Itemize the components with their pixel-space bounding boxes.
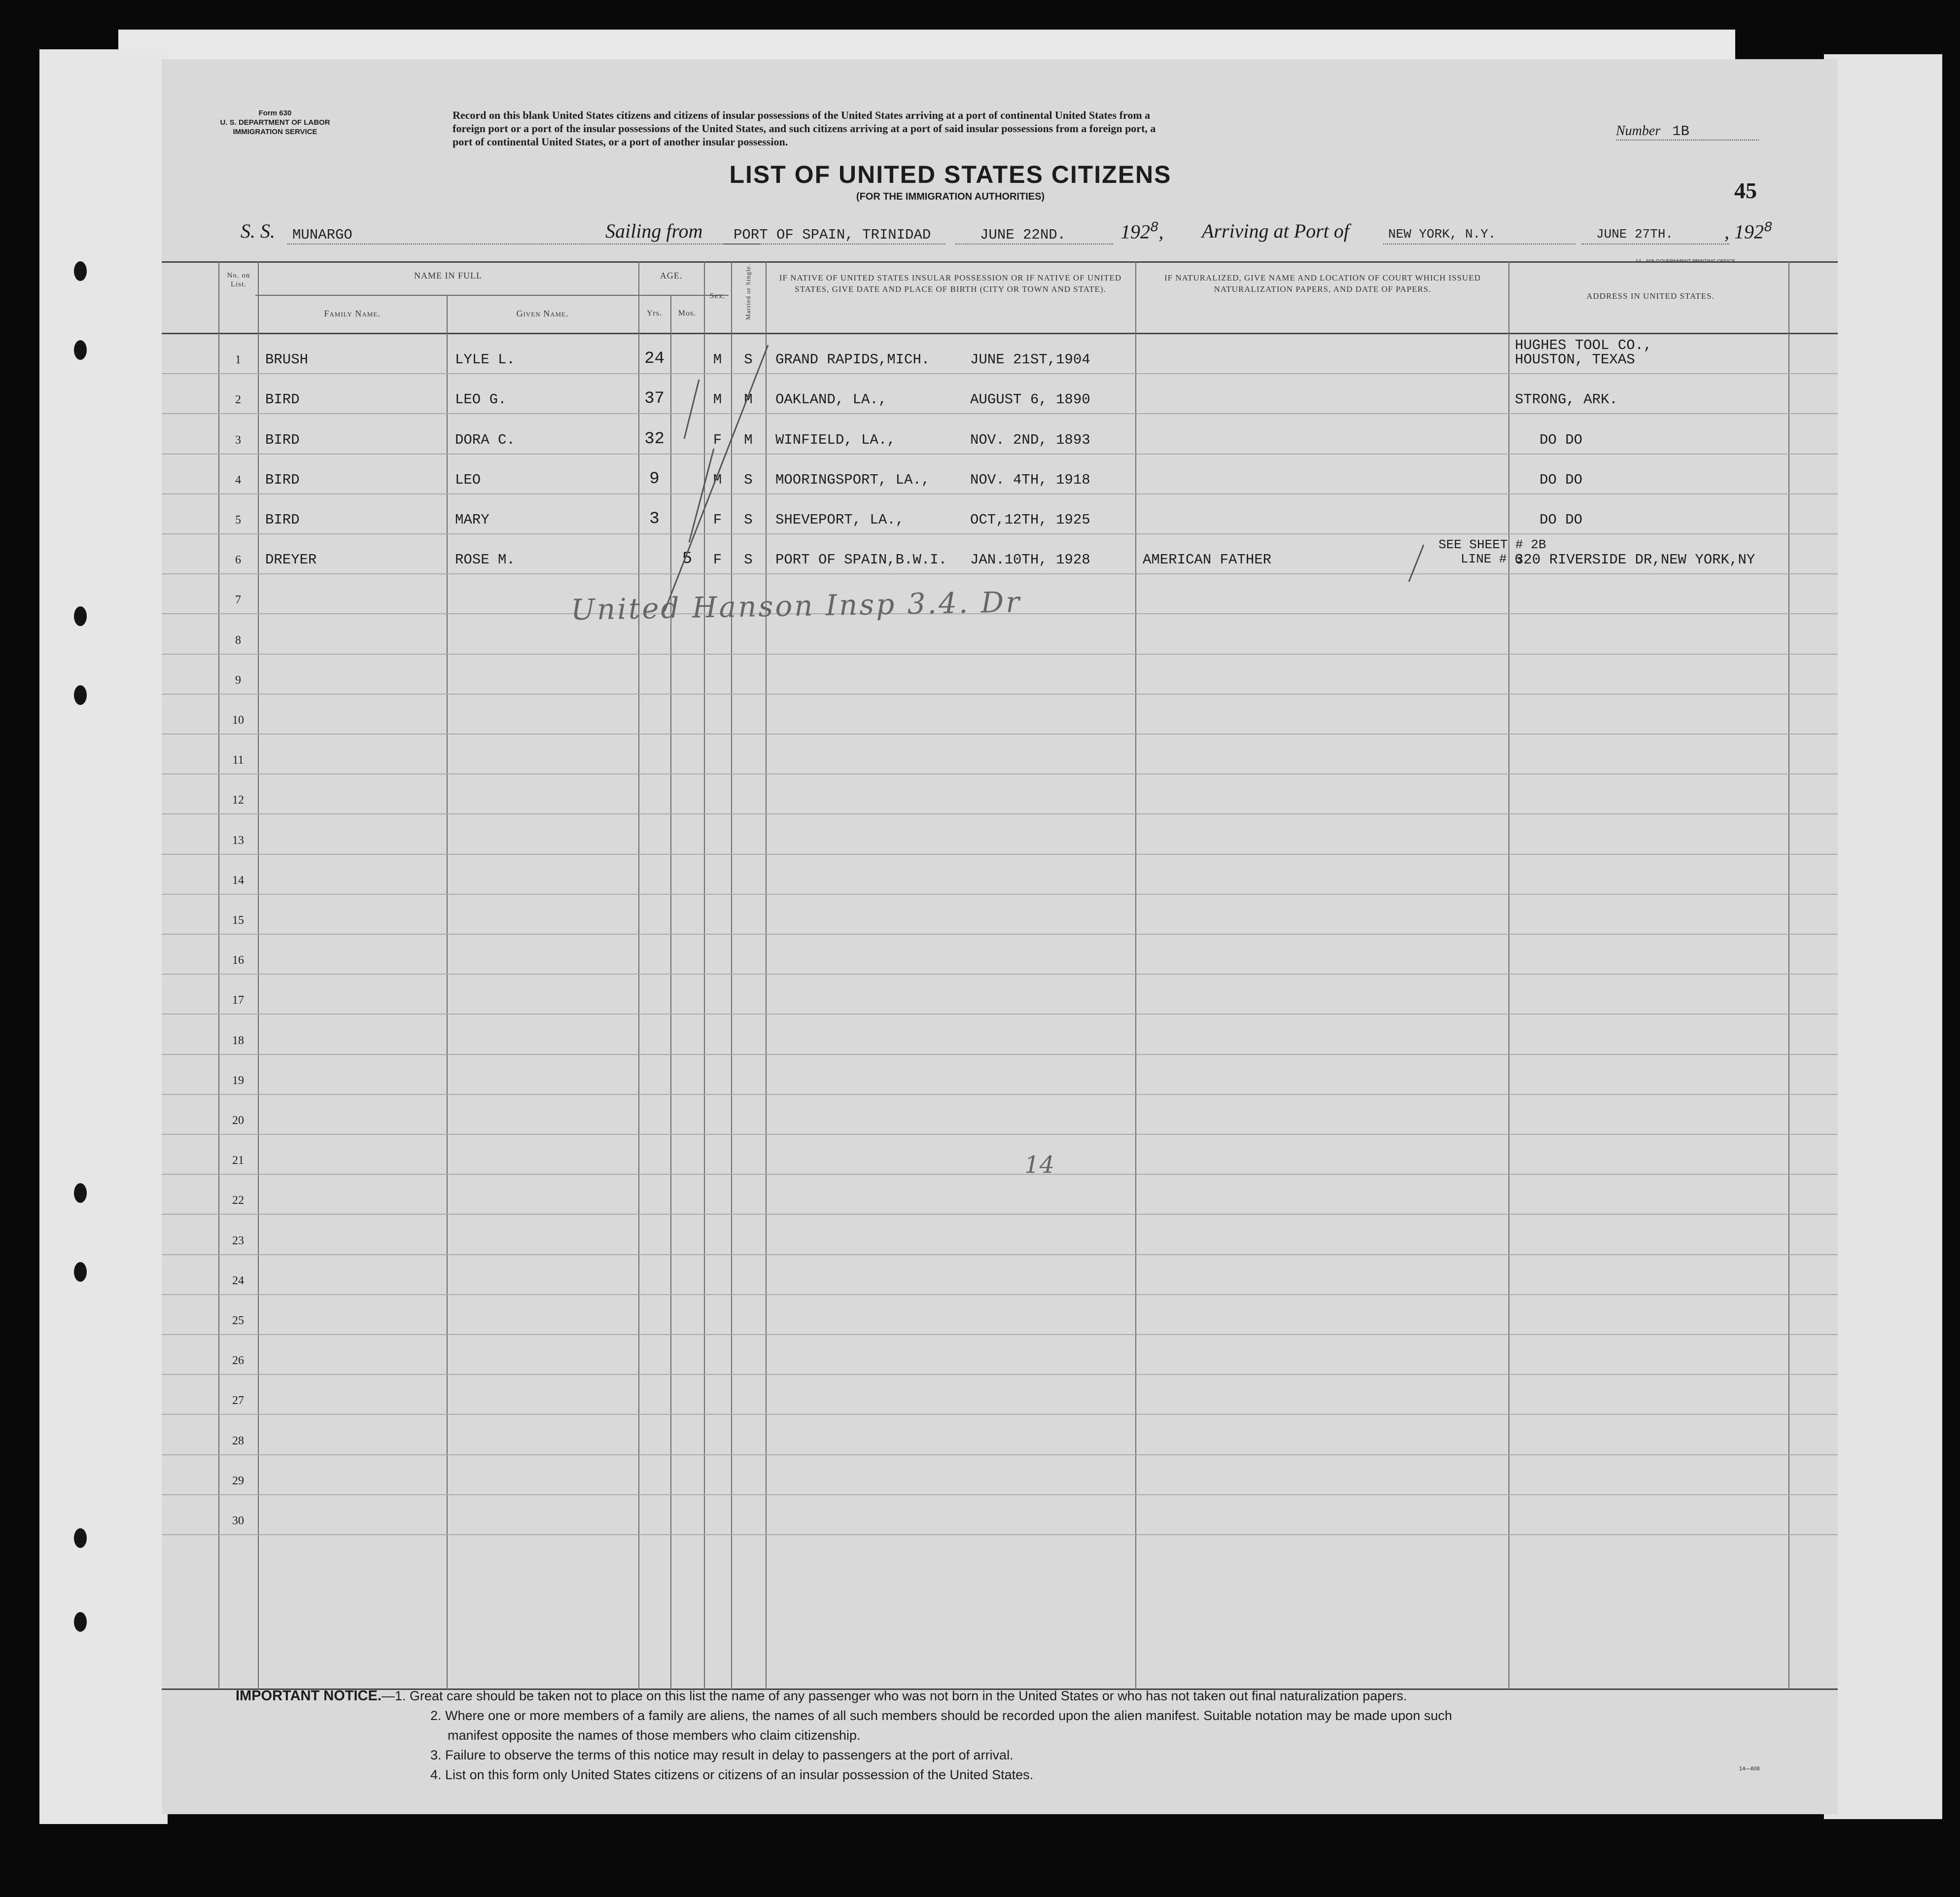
instruction-line: Record on this blank United States citizens and citizens of insular possessions of the United States arriving at a port of continental United States from a	[453, 109, 1151, 121]
birth-date: NOV. 2ND, 1893	[970, 431, 1090, 448]
table-row	[162, 1455, 1838, 1495]
line-number: 9	[235, 673, 241, 687]
col-name-in-full: NAME IN FULL	[414, 271, 482, 281]
ship-name: MUNARGO	[292, 227, 352, 243]
punch-hole	[74, 606, 87, 626]
line-number: 5	[235, 513, 241, 527]
line-number: 8	[235, 633, 241, 647]
table-row	[162, 895, 1838, 935]
table-body	[162, 334, 1838, 1687]
birth-date: AUGUST 6, 1890	[970, 391, 1090, 408]
given-name: MARY	[455, 511, 490, 528]
line-number: 12	[232, 794, 244, 807]
naturalization-note: AMERICAN FATHER	[1143, 552, 1272, 568]
punch-hole	[74, 1183, 87, 1203]
family-name: BIRD	[265, 391, 300, 408]
instruction-line: port of continental United States, or a port of another insular possession.	[453, 136, 788, 148]
table-row	[162, 1135, 1838, 1175]
table-row	[162, 414, 1838, 454]
check-marks	[655, 325, 803, 631]
sail-date: JUNE 22ND.	[980, 227, 1066, 243]
arrival-date-field	[1581, 227, 1729, 245]
arrival-port: NEW YORK, N.Y.	[1388, 227, 1496, 242]
table-row	[162, 334, 1838, 374]
sailing-label: Sailing from	[605, 220, 703, 242]
line-number: 10	[232, 713, 244, 727]
line-number: 3	[235, 433, 241, 447]
line-number: 16	[232, 954, 244, 967]
punch-hole	[74, 1612, 87, 1632]
birth-place: MOORINGSPORT, LA.,	[775, 471, 930, 488]
table-row	[162, 774, 1838, 814]
address-line-1: DO DO	[1540, 431, 1583, 448]
col-married	[731, 261, 766, 333]
back-sheet-left	[39, 49, 168, 1824]
back-sheet-right	[1824, 54, 1942, 1819]
age-years: 9	[649, 469, 660, 489]
table-row	[162, 494, 1838, 534]
line-number: 27	[232, 1394, 244, 1407]
check-mark-naturalized	[1394, 542, 1434, 587]
col-sex: Sex.	[709, 292, 726, 300]
punch-hole	[74, 685, 87, 705]
sex: F	[713, 431, 722, 448]
line-number: 30	[232, 1514, 244, 1527]
instruction-line: foreign port or a port of the insular possessions of the United States, and such citizens arriving at a port of said insular possessions from a foreign port, a	[453, 122, 1156, 135]
year-prefix: 192	[1734, 220, 1764, 243]
check-stroke	[665, 345, 768, 611]
table-row	[162, 1335, 1838, 1375]
address-line-1: 320 RIVERSIDE DR,NEW YORK,NY	[1515, 552, 1755, 568]
marital-status: S	[744, 351, 753, 368]
year-prefix: 192	[1120, 220, 1150, 243]
table-row	[162, 735, 1838, 774]
age-years: 3	[649, 509, 660, 528]
family-name: BIRD	[265, 471, 300, 488]
table-row	[162, 374, 1838, 414]
page-subtitle: (FOR THE IMMIGRATION AUTHORITIES)	[856, 191, 1045, 202]
birth-place: GRAND RAPIDS,MICH.	[775, 351, 930, 368]
table-row	[162, 695, 1838, 735]
marital-status: S	[744, 511, 753, 528]
line-number: 24	[232, 1274, 244, 1287]
punch-hole	[74, 340, 87, 360]
footer-code: 14—608	[1739, 1766, 1760, 1772]
address-line-1: DO DO	[1540, 471, 1583, 488]
given-name: LYLE L.	[455, 351, 515, 368]
marital-status: S	[744, 552, 753, 568]
marital-status: M	[744, 431, 753, 448]
family-name: DREYER	[265, 552, 317, 568]
table-row	[162, 455, 1838, 494]
arrival-port-field	[1383, 227, 1575, 245]
table-row	[162, 1495, 1838, 1535]
col-birth: IF NATIVE OF UNITED STATES INSULAR POSSESSION OR IF NATIVE OF UNITED STATES, GIVE DATE AND PLACE OF BIRTH (CITY OR TOWN AND STATE).	[779, 273, 1122, 294]
marital-status: M	[744, 391, 753, 408]
age-years: 32	[644, 429, 665, 449]
family-name: BIRD	[265, 431, 300, 448]
form-id-block	[201, 108, 349, 137]
form-number: Form 630	[258, 109, 292, 117]
handwritten-inspector-note: United Hanson Insp 3.4. Dr	[570, 585, 1022, 627]
line-number: 21	[232, 1154, 244, 1167]
line-number: 1	[235, 353, 241, 367]
table-row	[162, 1175, 1838, 1215]
age-months: 5	[682, 550, 693, 569]
arrival-date: JUNE 27TH.	[1596, 227, 1674, 242]
from-port-field	[724, 227, 945, 245]
notice-heading: IMPORTANT NOTICE.	[236, 1688, 382, 1704]
table-row	[162, 1015, 1838, 1054]
naturalization-sheet-ref: SEE SHEET # 2B	[1438, 537, 1546, 553]
notice-item-2: 2. Where one or more members of a family are aliens, the names of all such members should be recorded upon the alien manifest. Suitable notation may be made upon such	[430, 1708, 1452, 1723]
sex: M	[713, 471, 722, 488]
address-line-1: HUGHES TOOL CO.,	[1515, 337, 1652, 354]
sex: F	[713, 552, 722, 568]
col-mos: Mos.	[678, 309, 697, 317]
department-name: U. S. DEPARTMENT OF LABOR	[220, 118, 330, 127]
page-title: LIST OF UNITED STATES CITIZENS	[729, 161, 1172, 188]
instructions	[453, 108, 1685, 148]
arriving-label: Arriving at Port of	[1202, 220, 1349, 242]
sail-date-field	[955, 227, 1113, 245]
family-name: BIRD	[265, 511, 300, 528]
table-row	[162, 534, 1838, 574]
birth-date: JAN.10TH, 1928	[970, 552, 1090, 568]
col-age: AGE.	[660, 271, 683, 281]
table-row	[162, 1215, 1838, 1255]
important-notice	[236, 1686, 1813, 1785]
col-given-name: Given Name.	[516, 309, 569, 318]
birth-date: OCT,12TH, 1925	[970, 511, 1090, 528]
given-name: DORA C.	[455, 431, 515, 448]
sex: M	[713, 391, 722, 408]
notice-item-2-cont: manifest opposite the names of those members who claim citizenship.	[448, 1728, 861, 1743]
table-row	[162, 614, 1838, 654]
number-field	[1616, 123, 1759, 141]
number-value: 1B	[1672, 123, 1690, 140]
line-number: 26	[232, 1354, 244, 1368]
line-number: 15	[232, 913, 244, 927]
line-number: 7	[235, 594, 241, 607]
table-row	[162, 855, 1838, 895]
line-number: 11	[232, 754, 244, 767]
address-line-1: DO DO	[1540, 511, 1583, 528]
manifest-page	[162, 59, 1838, 1814]
address-line-1: STRONG, ARK.	[1515, 391, 1618, 408]
handwritten-mark: 14	[1024, 1151, 1055, 1179]
line-number: 13	[232, 834, 244, 847]
punch-hole	[74, 1262, 87, 1282]
table-row	[162, 1255, 1838, 1295]
naturalization-line-ref: LINE # 6	[1461, 552, 1522, 567]
sex: M	[713, 351, 722, 368]
punch-hole	[74, 1528, 87, 1548]
line-number: 19	[232, 1074, 244, 1087]
manifest-table	[162, 261, 1838, 1691]
ss-label: S. S.	[241, 220, 275, 242]
line-number: 29	[232, 1474, 244, 1487]
given-name: LEO G.	[455, 391, 507, 408]
address-line-2: HOUSTON, TEXAS	[1515, 351, 1635, 368]
sail-year: $192^8$,	[1120, 219, 1164, 243]
line-number: 23	[232, 1234, 244, 1247]
col-family-name: Family Name.	[324, 309, 381, 318]
notice-item-4: 4. List on this form only United States citizens or citizens of an insular possession of the United States.	[430, 1767, 1034, 1782]
line-number: 2	[235, 393, 241, 407]
sail-year-digit: 8	[1150, 219, 1159, 236]
check-stroke	[684, 380, 699, 439]
line-number: 14	[232, 874, 244, 887]
line-number: 25	[232, 1314, 244, 1327]
arrival-year: , $192^8$	[1724, 219, 1773, 243]
birth-place: WINFIELD, LA.,	[775, 431, 896, 448]
given-name: ROSE M.	[455, 552, 515, 568]
table-row	[162, 1055, 1838, 1095]
notice-line	[236, 1686, 1813, 1706]
line-number: 20	[232, 1114, 244, 1127]
birth-date: JUNE 21ST,1904	[970, 351, 1090, 368]
line-number: 18	[232, 1034, 244, 1047]
col-address: ADDRESS IN UNITED STATES.	[1586, 291, 1715, 301]
line-number: 17	[232, 994, 244, 1007]
col-married-label: Married or Single.	[744, 264, 752, 320]
line-number: 28	[232, 1434, 244, 1447]
line-number: 22	[232, 1194, 244, 1207]
punch-hole	[74, 261, 87, 281]
page-number: 45	[1734, 178, 1757, 203]
age-years: 24	[644, 350, 665, 369]
col-yrs: Yrs.	[646, 309, 663, 317]
family-name: BRUSH	[265, 351, 309, 368]
number-label: Number	[1616, 123, 1661, 139]
birth-date: NOV. 4TH, 1918	[970, 471, 1090, 488]
line-number: 6	[235, 554, 241, 567]
table-row	[162, 975, 1838, 1015]
check-stroke	[1409, 545, 1424, 582]
notice-item-3: 3. Failure to observe the terms of this notice may result in delay to passengers at the port of arrival.	[430, 1748, 1014, 1762]
birth-place: SHEVEPORT, LA.,	[775, 511, 905, 528]
table-row	[162, 935, 1838, 975]
table-row	[162, 1295, 1838, 1335]
table-row	[162, 814, 1838, 854]
col-naturalized: IF NATURALIZED, GIVE NAME AND LOCATION OF COURT WHICH ISSUED NATURALIZATION PAPERS, AND DATE OF PAPERS.	[1164, 273, 1481, 294]
arrival-year-digit: 8	[1764, 219, 1773, 236]
service-name: IMMIGRATION SERVICE	[233, 128, 317, 136]
table-row	[162, 1375, 1838, 1415]
table-row	[162, 655, 1838, 695]
table-row	[162, 1095, 1838, 1135]
given-name: LEO	[455, 471, 481, 488]
col-no: No. on List.	[227, 272, 250, 288]
marital-status: S	[744, 471, 753, 488]
line-number: 4	[235, 473, 241, 487]
birth-place: OAKLAND, LA.,	[775, 391, 887, 408]
table-row	[162, 1415, 1838, 1455]
notice-item-1: —1. Great care should be taken not to place on this list the name of any passenger who was not born in the United States or who has not taken out final naturalization papers.	[381, 1688, 1407, 1703]
from-port: PORT OF SPAIN, TRINIDAD	[734, 227, 931, 243]
age-years: 37	[644, 389, 665, 409]
sex: F	[713, 511, 722, 528]
birth-place: PORT OF SPAIN,B.W.I.	[775, 552, 947, 568]
